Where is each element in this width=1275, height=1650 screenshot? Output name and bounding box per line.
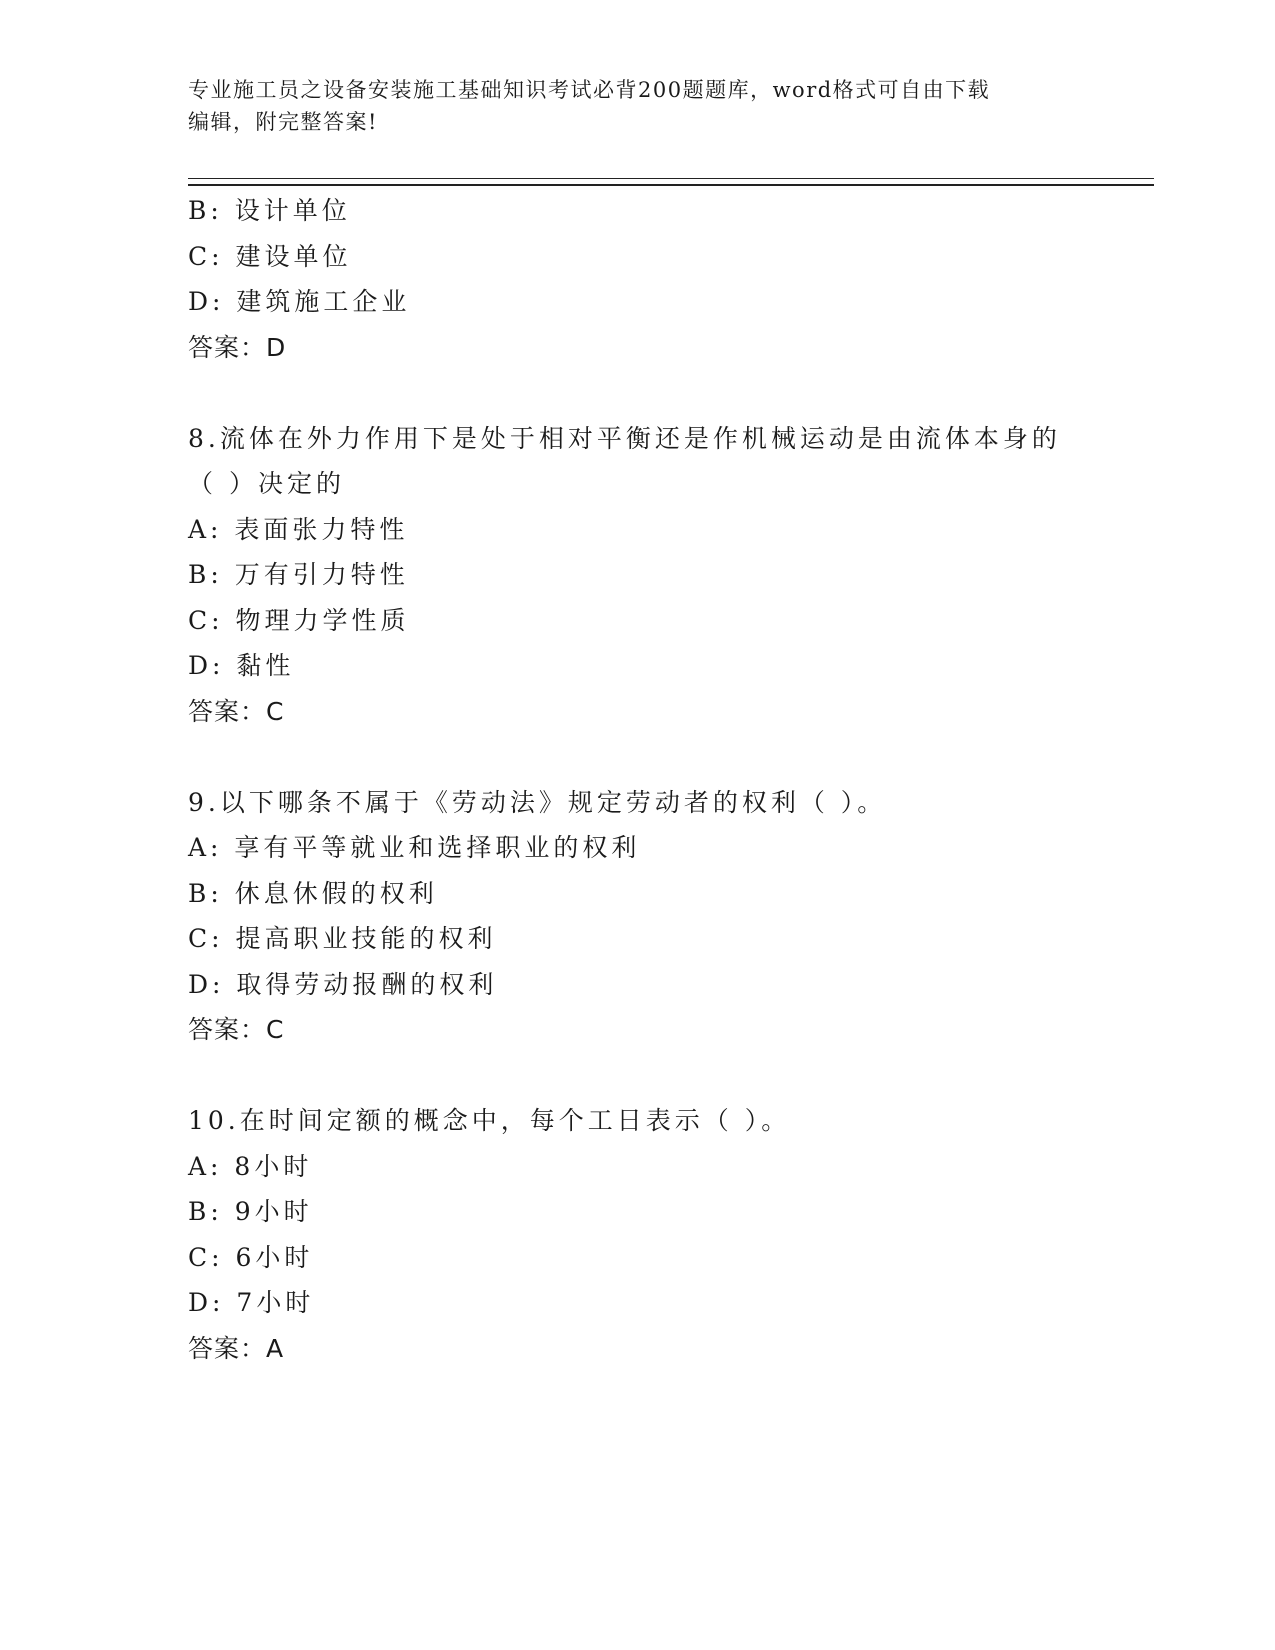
spacer [188, 734, 1088, 780]
option-a: A: 表面张力特性 [188, 514, 409, 544]
option-d: D: 建筑施工企业 [188, 287, 411, 316]
answer: 答案：A [188, 1333, 285, 1363]
spacer [188, 1053, 1088, 1099]
question-text: 8.流体在外力作用下是处于相对平衡还是作机械运动是由流体本身的 [188, 423, 1061, 453]
option-c: C: 物理力学性质 [188, 605, 410, 635]
question-text: 10.在时间定额的概念中，每个工日表示（ ）。 [188, 1106, 791, 1135]
option-d: D: 黏性 [188, 651, 295, 680]
question-text: 9.以下哪条不属于《劳动法》规定劳动者的权利（ ）。 [188, 787, 887, 817]
question-9 [188, 780, 1088, 1053]
option-a: A: 享有平等就业和选择职业的权利 [188, 833, 641, 862]
option-b: B: 设计单位 [188, 196, 351, 225]
option-b: B: 9小时 [188, 1197, 313, 1226]
option-c: C: 建设单位 [188, 241, 352, 271]
option-c: C: 提高职业技能的权利 [188, 924, 497, 953]
page-header [188, 74, 1088, 138]
option-d: D: 7小时 [188, 1288, 315, 1317]
answer: 答案：C [188, 1015, 285, 1044]
header-line-2: 编辑，附完整答案! [188, 110, 378, 134]
answer: 答案：D [188, 332, 287, 362]
option-c: C: 6小时 [188, 1242, 314, 1272]
header-divider [188, 178, 1154, 186]
question-text-continued: （ ）决定的 [188, 469, 345, 498]
header-line-1: 专业施工员之设备安装施工基础知识考试必背200题题库，word格式可自由下载 [188, 78, 991, 102]
option-d: D: 取得劳动报酬的权利 [188, 969, 498, 999]
document-body [188, 188, 1088, 1371]
option-a: A: 8小时 [188, 1151, 313, 1181]
answer: 答案：C [188, 696, 285, 726]
option-b: B: 休息休假的权利 [188, 878, 438, 908]
spacer [188, 370, 1088, 416]
question-8 [188, 416, 1088, 735]
option-b: B: 万有引力特性 [188, 560, 409, 589]
question-7-continued [188, 188, 1088, 370]
question-10 [188, 1098, 1088, 1371]
